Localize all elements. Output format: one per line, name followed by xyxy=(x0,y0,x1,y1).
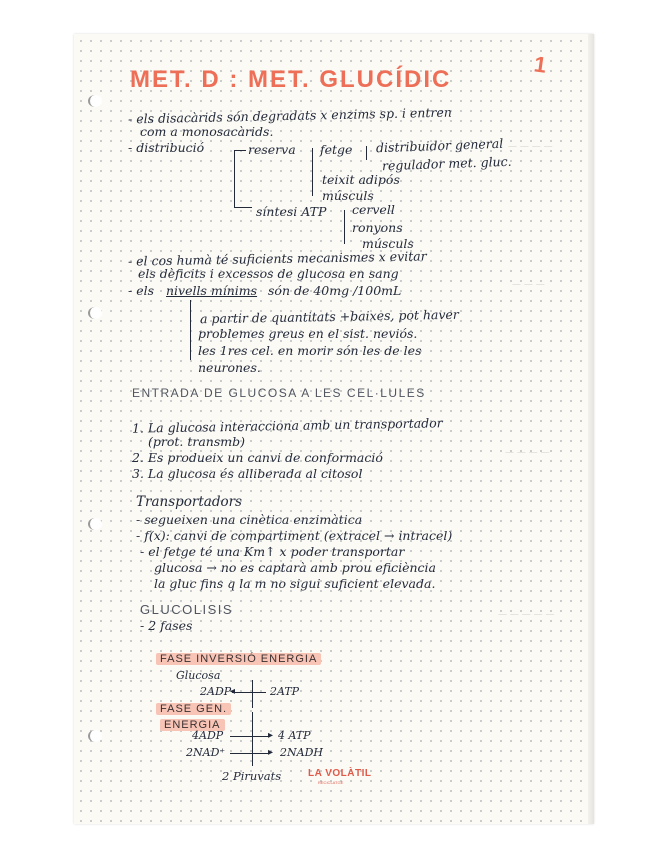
bracket-line xyxy=(312,148,313,196)
bleed-through-mark: — — — xyxy=(512,280,545,290)
pathway-arrow xyxy=(252,680,253,708)
compound-label: Glucosa xyxy=(176,669,221,682)
highlight-phase-1: FASE INVERSIÓ ENERGIA xyxy=(156,653,321,665)
pathway-arrow xyxy=(230,736,270,737)
brand-tagline: RECICLATGE xyxy=(318,780,344,785)
bracket-line xyxy=(190,300,191,360)
note-line: - distribució xyxy=(128,140,205,155)
note-line: - segueixen una cinètica enzimàtica xyxy=(136,512,363,527)
bleed-through-mark: — — — — xyxy=(508,142,553,152)
note-line: són de 40mg /100mL xyxy=(268,283,402,298)
pathway-arrow xyxy=(230,753,270,754)
pathway-arrow xyxy=(252,692,266,693)
note-line: - els xyxy=(128,283,155,298)
note-line: problemes greus en el sist. neviós. xyxy=(198,326,418,341)
compound-label: 2ADP xyxy=(200,685,232,698)
page-number: 1 xyxy=(532,51,548,78)
note-line: 3. La glucosa és alliberada al citosol xyxy=(132,466,363,481)
section-heading: GLUCOLISIS xyxy=(140,602,234,617)
highlight-phase-2a: FASE GEN. xyxy=(156,703,231,715)
arrow-head: ▸ xyxy=(268,730,274,741)
binder-hole xyxy=(88,307,102,319)
highlight-phase-2b: ENERGIA xyxy=(160,719,225,731)
binder-hole xyxy=(88,95,102,107)
bleed-through-mark: — — — — xyxy=(505,448,550,458)
phase-label xyxy=(156,700,231,717)
compound-label: 2NADH xyxy=(280,746,323,759)
pathway-arrow xyxy=(252,712,253,766)
note-line: (prot. transmb) xyxy=(148,434,245,449)
note-line: reserva xyxy=(248,142,296,157)
note-line: els dèficits i excessos de glucosa en sang xyxy=(138,266,399,281)
note-line-underlined: nivells mínims xyxy=(166,283,258,298)
note-line: - 2 fases xyxy=(140,618,193,633)
note-line: distribuidor general xyxy=(375,135,504,156)
bracket-line xyxy=(234,150,246,151)
note-line: a partir de quantitats +baixes, pot haver xyxy=(199,306,459,327)
arrow-head: ▸ xyxy=(268,747,274,758)
note-line: - el fetge té una Km↑ x poder transportar xyxy=(140,544,405,559)
page-edge xyxy=(588,34,594,824)
bracket-line xyxy=(344,210,345,244)
note-line: ronyons xyxy=(352,220,403,235)
note-line: com a monosacàrids. xyxy=(140,124,274,139)
note-line: 1. La glucosa interacciona amb un transportador xyxy=(131,415,443,436)
arrow-head: ◂ xyxy=(230,686,236,697)
binder-hole xyxy=(88,518,102,530)
note-line: la gluc fins q la m no sigui suficient elevada. xyxy=(154,576,436,591)
note-line: músculs xyxy=(322,188,374,203)
bleed-through-mark: — — — — — xyxy=(498,610,555,620)
bracket-line xyxy=(234,150,235,208)
page-title: MET. D : MET. GLUCÍDIC xyxy=(130,66,452,93)
note-line: les 1res cel. en morir són les de les xyxy=(198,343,422,358)
phase-label xyxy=(156,650,321,667)
note-line: cervell xyxy=(352,202,395,217)
note-line: síntesi ATP xyxy=(256,204,327,219)
section-heading: ENTRADA DE GLUCOSA A LES CEL·LULES xyxy=(132,386,426,400)
note-line: glucosa → no es captarà amb prou eficiència xyxy=(154,560,436,575)
note-line: - els disacàrids són degradats x enzims sp. i entren xyxy=(127,104,452,127)
note-line: teixit adipós xyxy=(322,172,400,187)
note-line: - el cos humà té suficients mecanismes x evitar xyxy=(127,248,427,269)
note-line: 2. Es produeix un canvi de conformació xyxy=(132,450,383,465)
compound-label: 2 Piruvats xyxy=(222,769,282,783)
section-heading: Transportadors xyxy=(136,494,242,510)
bracket-line xyxy=(366,146,367,160)
brand-logo: LA VOLÀTIL xyxy=(308,768,372,779)
note-line: neurones. xyxy=(198,360,261,375)
compound-label: 4ADP xyxy=(192,729,224,742)
bracket-line xyxy=(234,207,252,208)
compound-label: 2NAD⁺ xyxy=(186,746,226,759)
note-line: fetge xyxy=(320,142,353,157)
compound-label: 2ATP xyxy=(270,685,300,698)
note-line: - f(x): canvi de compartiment (extracel → intracel) xyxy=(136,528,453,543)
note-line: regulador met. gluc. xyxy=(381,153,512,174)
compound-label: 4 ATP xyxy=(278,729,311,742)
binder-hole xyxy=(88,730,102,742)
note-line: músculs xyxy=(362,236,414,251)
